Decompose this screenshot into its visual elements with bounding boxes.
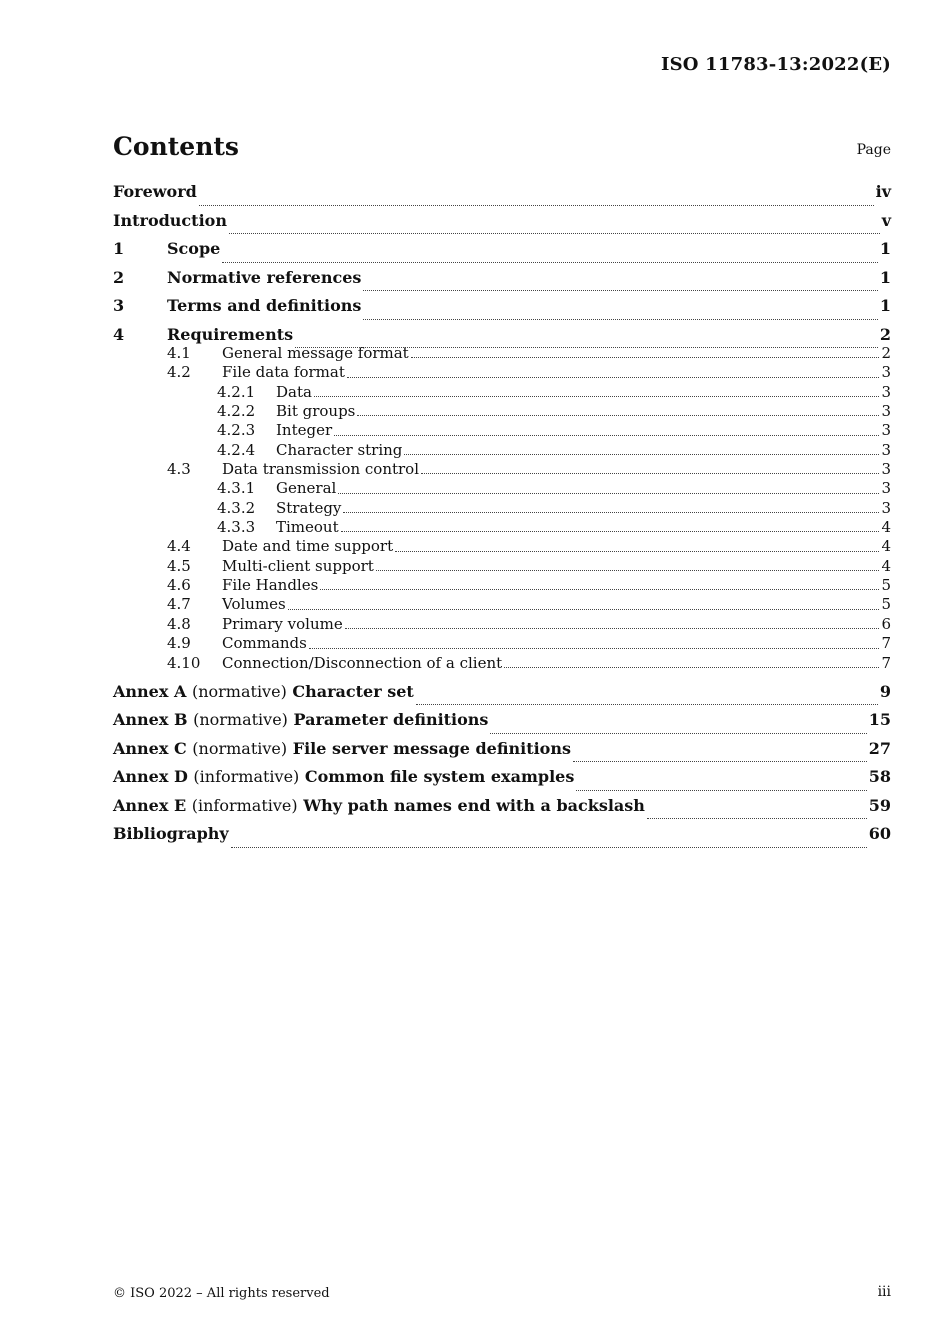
toc-entry-title: Integer [276,421,333,440]
table-of-contents [113,182,891,853]
toc-entry-number: 4.2.2 [217,402,256,421]
toc-entry-number: 4.10 [167,653,201,672]
dot-leader [341,531,880,532]
toc-entry-title: General message format [222,344,409,362]
toc-entry-page: 60 [868,824,891,844]
toc-entry-title [113,710,488,729]
toc-entry-title: Data [276,382,312,401]
toc-entry-page: 3 [881,382,891,401]
toc-entry-title: Multi-client support [222,556,374,575]
toc-entry-4-2-4[interactable] [113,441,891,460]
toc-entry-4-2-2[interactable] [113,402,891,421]
toc-entry-title: Data transmission control [222,460,419,479]
toc-entry-title: Requirements [167,324,294,344]
toc-entry-terms-and-definitions[interactable] [113,296,891,325]
toc-entry-title: File Handles [222,576,319,595]
toc-entry-page: 58 [868,767,891,787]
toc-entry-4-9[interactable] [113,634,891,653]
dot-leader [345,628,880,629]
toc-entry-title: Connection/Disconnection of a client [222,653,503,672]
toc-entry-4-1[interactable] [113,344,891,363]
toc-entry-4-2-3[interactable] [113,421,891,440]
toc-entry-number: 4.3.1 [217,479,256,498]
toc-entry-title: General [276,479,337,498]
toc-entry-page: 3 [881,402,891,421]
dot-leader [490,733,866,734]
footer-copyright: © ISO 2022 – All rights reserved [113,1286,330,1301]
toc-entry-4-8[interactable] [113,615,891,634]
dot-leader [363,290,877,291]
toc-entry-4-3-1[interactable] [113,479,891,498]
toc-entry-page: 5 [881,595,891,614]
toc-entry-number: 4.5 [167,556,191,575]
toc-entry-page: 3 [881,421,891,440]
toc-entry-4-4[interactable] [113,537,891,556]
toc-entry-page: 6 [881,614,891,633]
dot-leader [647,818,867,819]
toc-entry-4-2-1[interactable] [113,383,891,402]
toc-entry-page: 4 [881,556,891,575]
dot-leader [288,609,880,610]
toc-entry-4-3-3[interactable] [113,518,891,537]
toc-entry-page: 5 [881,576,891,595]
dot-leader [222,262,878,263]
toc-entry-title: Volumes [222,595,286,614]
toc-entry-number: 4.9 [167,634,191,653]
toc-entry-number: 4.6 [167,576,191,595]
toc-entry-page: iv [875,182,891,201]
toc-entry-number: 4.3 [167,460,191,479]
annex-type: (normative) [192,738,288,758]
toc-entry-title: Introduction [113,210,227,230]
toc-entry-annex-a[interactable] [113,682,891,711]
dot-leader [309,648,880,649]
dot-leader [504,667,879,668]
toc-entry-title: Strategy [276,498,342,517]
toc-entry-title: Bibliography [113,824,229,844]
annex-label: Annex B [113,710,188,730]
toc-entry-title: Date and time support [222,537,394,556]
toc-entry-4-3-2[interactable] [113,499,891,518]
toc-entry-page: 1 [879,267,891,287]
toc-entry-page: 2 [881,344,891,362]
toc-entry-page: 3 [881,479,891,498]
toc-entry-normative-references[interactable] [113,268,891,297]
annex-label: Annex C [113,738,187,758]
annex-label: Annex A [113,681,187,701]
toc-entry-title: Commands [222,634,307,653]
toc-entry-page: 2 [879,324,891,344]
toc-entry-annex-c[interactable] [113,739,891,768]
dot-leader [404,454,879,455]
toc-entry-4-2[interactable] [113,363,891,382]
toc-entry-page: 7 [881,634,891,653]
toc-entry-number: 4.2.4 [217,440,256,459]
annex-label: Annex E [113,795,187,815]
toc-entry-scope[interactable] [113,239,891,268]
toc-entry-title [113,796,645,815]
dot-leader [334,435,879,436]
dot-leader [573,761,867,762]
toc-entry-title [113,767,574,786]
toc-entry-number: 4.7 [167,595,191,614]
dot-leader [576,790,866,791]
annex-title: Character set [292,681,414,701]
toc-entry-title: File data format [222,363,345,382]
toc-entry-page: 4 [881,537,891,556]
toc-entry-foreword[interactable] [113,182,891,211]
toc-entry-page: 9 [879,681,891,701]
toc-entry-title: Foreword [113,182,197,201]
annex-label: Annex D [113,767,188,787]
annex-title: Parameter definitions [293,710,489,730]
toc-entry-bibliography[interactable] [113,824,891,853]
toc-entry-introduction[interactable] [113,211,891,240]
dot-leader [199,205,874,206]
annex-title: File server message definitions [292,738,571,758]
toc-entry-title: Scope [167,239,221,258]
toc-entry-page: 7 [881,653,891,672]
dot-leader [231,847,867,848]
toc-entry-4-3[interactable] [113,460,891,479]
toc-entry-page: 1 [879,239,891,258]
toc-entry-number: 4.4 [167,537,191,556]
toc-entry-title [113,682,414,701]
toc-entry-number: 1 [113,239,125,258]
dot-leader [343,512,879,513]
toc-entry-title [113,739,571,758]
annex-type: (normative) [193,710,288,730]
toc-entry-number: 4.2.1 [217,382,256,401]
annex-type: (informative) [193,767,300,787]
annex-title: Why path names end with a backslash [303,795,645,815]
dot-leader [357,415,879,416]
dot-leader [229,233,880,234]
toc-entry-annex-e[interactable] [113,796,891,825]
toc-entry-page: 3 [881,440,891,459]
toc-entry-annex-d[interactable] [113,767,891,796]
dot-leader [347,377,880,378]
toc-entry-title: Bit groups [276,402,356,421]
dot-leader [320,589,879,590]
dot-leader [363,319,877,320]
toc-entry-page: 3 [881,460,891,479]
toc-entry-page: 3 [881,363,891,382]
toc-entry-4-6[interactable] [113,576,891,595]
toc-entry-page: 59 [868,795,891,815]
toc-entry-title: Terms and definitions [167,296,362,315]
toc-entry-page: 1 [879,296,891,315]
dot-leader [416,704,878,705]
toc-entry-page: 3 [881,498,891,517]
toc-entry-number: 2 [113,267,125,287]
dot-leader [395,551,879,552]
toc-entry-page: 27 [868,738,891,758]
toc-entry-annex-b[interactable] [113,710,891,739]
page-column-label: Page [856,142,891,158]
toc-entry-number: 4.3.3 [217,518,256,537]
toc-entry-number: 4.3.2 [217,498,256,517]
dot-leader [411,357,880,358]
toc-entry-title: Primary volume [222,614,343,633]
toc-entry-page: 4 [881,518,891,537]
contents-title: Contents [113,132,240,161]
document-id: ISO 11783-13:2022(E) [660,54,891,75]
dot-leader [376,570,880,571]
annex-type: (normative) [191,681,287,701]
toc-entry-title: Normative references [167,267,362,287]
toc-entry-number: 4.2.3 [217,421,256,440]
toc-entry-number: 4.1 [167,344,191,362]
dot-leader [338,493,879,494]
toc-entry-number: 4 [113,324,125,344]
toc-entry-number: 4.8 [167,614,191,633]
footer-page-number: iii [877,1284,891,1300]
toc-entry-number: 4.2 [167,363,191,382]
toc-entry-title: Character string [276,440,403,459]
annex-title: Common file system examples [304,767,575,787]
dot-leader [421,473,879,474]
annex-type: (informative) [191,795,298,815]
toc-entry-page: 15 [868,710,891,730]
toc-entry-4-7[interactable] [113,595,891,614]
toc-entry-4-5[interactable] [113,557,891,576]
dot-leader [314,396,880,397]
toc-entry-4-10[interactable] [113,654,891,673]
toc-entry-title: Timeout [276,518,339,537]
toc-entry-number: 3 [113,296,125,315]
toc-entry-page: v [881,210,891,230]
